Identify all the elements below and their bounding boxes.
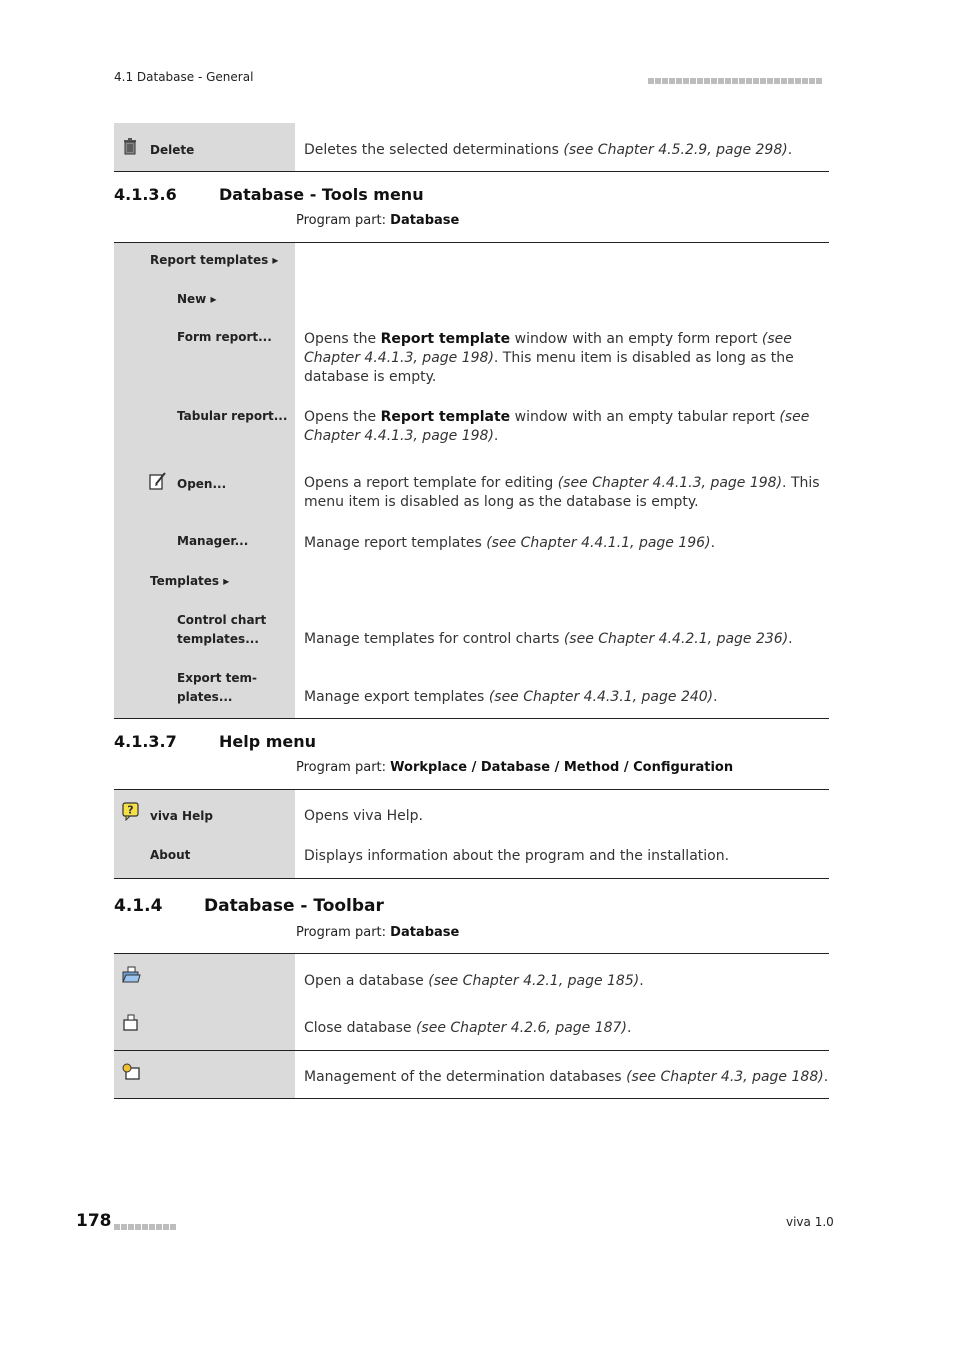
- delete-description: Deletes the selected determinations (see Chapter 4.5.2.9, page 298).: [304, 142, 793, 158]
- delete-table: [114, 123, 829, 173]
- tabular-report-description: Opens the Report template window with an empty tabular report (see Chapter 4.4.1.3, page 198).: [304, 409, 810, 444]
- about-description: Displays information about the program and the installation.: [304, 848, 730, 864]
- menu-new: New ▸: [177, 292, 217, 306]
- program-part-toolbar: Program part: Database: [296, 925, 460, 940]
- menu-form-report: Form report...: [177, 330, 272, 344]
- menu-templates: Templates ▸: [150, 574, 230, 588]
- open-description: Opens a report template for editing (see Chapter 4.4.1.3, page 198). This menu item is disabled as long as the database is empty.: [304, 475, 820, 510]
- help-menu-table: [114, 789, 829, 880]
- program-part-tools: Program part: Database: [296, 213, 460, 228]
- program-part-help: Program part: Workplace / Database / Method / Configuration: [296, 760, 734, 775]
- close-database-description: Close database (see Chapter 4.2.6, page 187).: [304, 1020, 632, 1036]
- product-version: viva 1.0: [786, 1215, 834, 1229]
- help-icon: [121, 801, 141, 821]
- toolbar-table: [114, 953, 829, 1100]
- menu-open: Open...: [177, 477, 227, 491]
- menu-tabular-report: Tabular report...: [177, 409, 288, 423]
- section-heading-toolbar: 4.1.4 Database - Toolbar: [114, 896, 384, 916]
- open-database-description: Open a database (see Chapter 4.2.1, page 185).: [304, 973, 644, 989]
- control-chart-description: Manage templates for control charts (see Chapter 4.4.2.1, page 236).: [304, 631, 793, 647]
- edit-icon: [148, 471, 168, 491]
- menu-manager: Manager...: [177, 534, 249, 548]
- tools-menu-table: [114, 242, 829, 720]
- menu-control-chart-templates: Control chart templates...: [177, 613, 267, 646]
- header-dots: [648, 70, 823, 89]
- manager-description: Manage report templates (see Chapter 4.4.1.1, page 196).: [304, 535, 716, 551]
- database-manager-icon: [121, 1062, 141, 1082]
- viva-help-description: Opens viva Help.: [304, 808, 423, 824]
- menu-viva-help: viva Help: [150, 809, 213, 823]
- form-report-description: Opens the Report template window with an empty form report (see Chapter 4.4.1.3, page 198). This menu item is disabled as long as the database is empty.: [304, 331, 794, 385]
- database-manager-description: Management of the determination databases (see Chapter 4.3, page 188).: [304, 1069, 829, 1085]
- menu-export-templates: Export tem- plates...: [177, 671, 257, 704]
- running-header: 4.1 Database - General: [114, 70, 254, 84]
- trash-icon: [120, 136, 140, 156]
- delete-label: Delete: [150, 143, 195, 157]
- section-heading-tools: 4.1.3.6 Database - Tools menu: [114, 185, 424, 204]
- close-database-icon: [121, 1013, 141, 1033]
- open-database-icon: [121, 965, 141, 985]
- section-heading-help: 4.1.3.7 Help menu: [114, 732, 317, 751]
- svg-text:?: ?: [127, 803, 134, 817]
- menu-about: About: [150, 848, 191, 862]
- export-templates-description: Manage export templates (see Chapter 4.4.3.1, page 240).: [304, 689, 718, 705]
- menu-report-templates: Report templates ▸: [150, 253, 279, 267]
- page-number: 178: [76, 1211, 112, 1231]
- footer-dots: [114, 1216, 177, 1235]
